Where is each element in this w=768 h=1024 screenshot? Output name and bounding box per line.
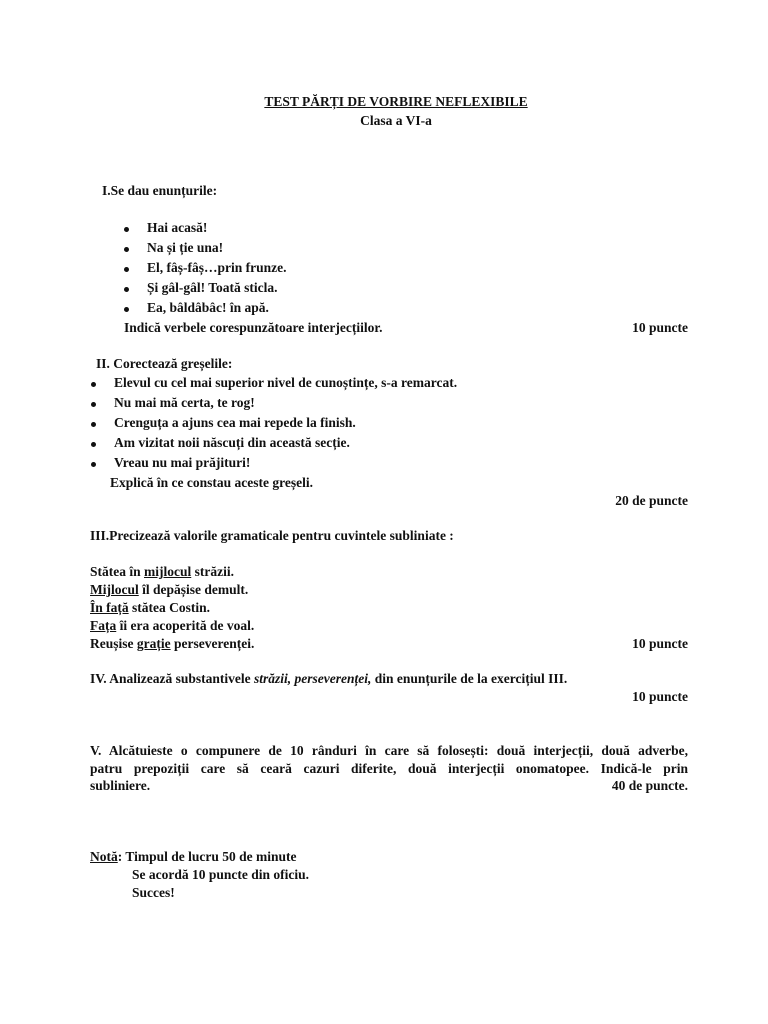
sentence-text: străzii. [191, 564, 234, 579]
section5-line: V. Alcătuieste o compunere de 10 rânduri în care să folosești: două interjecții, două adverbe, [90, 743, 688, 758]
section2-heading: II. Corectează greșelile: [96, 356, 233, 371]
sentence-text: stătea Costin. [128, 600, 211, 615]
section1-item: Na și ție una! [147, 240, 224, 255]
page-subtitle: Clasa a VI-a [360, 113, 432, 128]
bullet-icon [124, 261, 129, 277]
note-line [90, 849, 297, 865]
underlined-word: mijlocul [144, 564, 192, 579]
section1-item: Ea, bâldâbâc! în apă. [147, 300, 269, 315]
underlined-word: Fața [90, 618, 117, 633]
sentence-text: perseverenței. [170, 636, 255, 651]
bullet-icon [91, 396, 96, 412]
underlined-word: Mijlocul [90, 582, 139, 597]
section4-italic-words: străzii, perseverenței, [254, 671, 372, 686]
section5-text [90, 742, 688, 778]
bullet-icon [91, 436, 96, 452]
section5-line: patru prepoziții care să ceară cazuri diferite, două interjecții onomatopee. Indică-le prin [90, 761, 688, 776]
sentence-text: Reușise [90, 636, 137, 651]
bullet-icon [124, 221, 129, 237]
note-text: Timpul de lucru 50 de minute [122, 849, 297, 864]
section3-points: 10 puncte [632, 636, 688, 651]
section3-sentence [90, 636, 254, 652]
section2-instruction: Explică în ce constau aceste greșeli. [110, 475, 313, 490]
section5-points: 40 de puncte. [611, 778, 688, 793]
section1-instruction: Indică verbele corespunzătoare interjecțiilor. [124, 320, 383, 335]
section3-sentence [90, 600, 210, 616]
section3-sentence [90, 564, 234, 580]
section4-points: 10 puncte [632, 689, 688, 704]
note-line: Succes! [132, 885, 175, 900]
section4-post: din enunțurile de la exercițiul III. [371, 671, 568, 686]
section2-item: Elevul cu cel mai superior nivel de cunoștințe, s-a remarcat. [114, 375, 458, 390]
section1-item: Hai acasă! [147, 220, 208, 235]
bullet-icon [91, 456, 96, 472]
section5-line: subliniere. [90, 778, 151, 793]
underlined-word: grație [136, 636, 171, 651]
page-title: TEST PĂRȚI DE VORBIRE NEFLEXIBILE [264, 94, 528, 109]
section4-pre: IV. Analizează substantivele [90, 671, 255, 686]
note-label: Notă [90, 849, 118, 864]
section2-item: Vreau nu mai prăjituri! [114, 455, 251, 470]
section2-item: Nu mai mă certa, te rog! [114, 395, 255, 410]
section3-heading: III.Precizează valorile gramaticale pentru cuvintele subliniate : [90, 528, 454, 543]
section1-item: El, fâș-fâș…prin frunze. [147, 260, 287, 275]
section1-item: Și gâl-gâl! Toată sticla. [147, 280, 278, 295]
underlined-word: În față [90, 600, 129, 615]
sentence-text: Stătea în [90, 564, 144, 579]
bullet-icon [91, 376, 96, 392]
note-colon: : [117, 849, 123, 864]
section1-heading: I.Se dau enunțurile: [102, 183, 218, 198]
section4-text [90, 671, 567, 687]
section2-item: Am vizitat noii născuți din această secție. [114, 435, 350, 450]
bullet-icon [124, 241, 129, 257]
bullet-icon [91, 416, 96, 432]
section1-points: 10 puncte [632, 320, 688, 335]
bullet-icon [124, 281, 129, 297]
note-line: Se acordă 10 puncte din oficiu. [132, 867, 310, 882]
section3-sentence [90, 582, 248, 598]
sentence-text: îl depășise demult. [138, 582, 249, 597]
section2-points: 20 de puncte [615, 493, 688, 508]
sentence-text: îi era acoperită de voal. [116, 618, 255, 633]
section3-sentence [90, 618, 254, 634]
bullet-icon [124, 301, 129, 317]
section2-item: Crenguța a ajuns cea mai repede la finish. [114, 415, 356, 430]
